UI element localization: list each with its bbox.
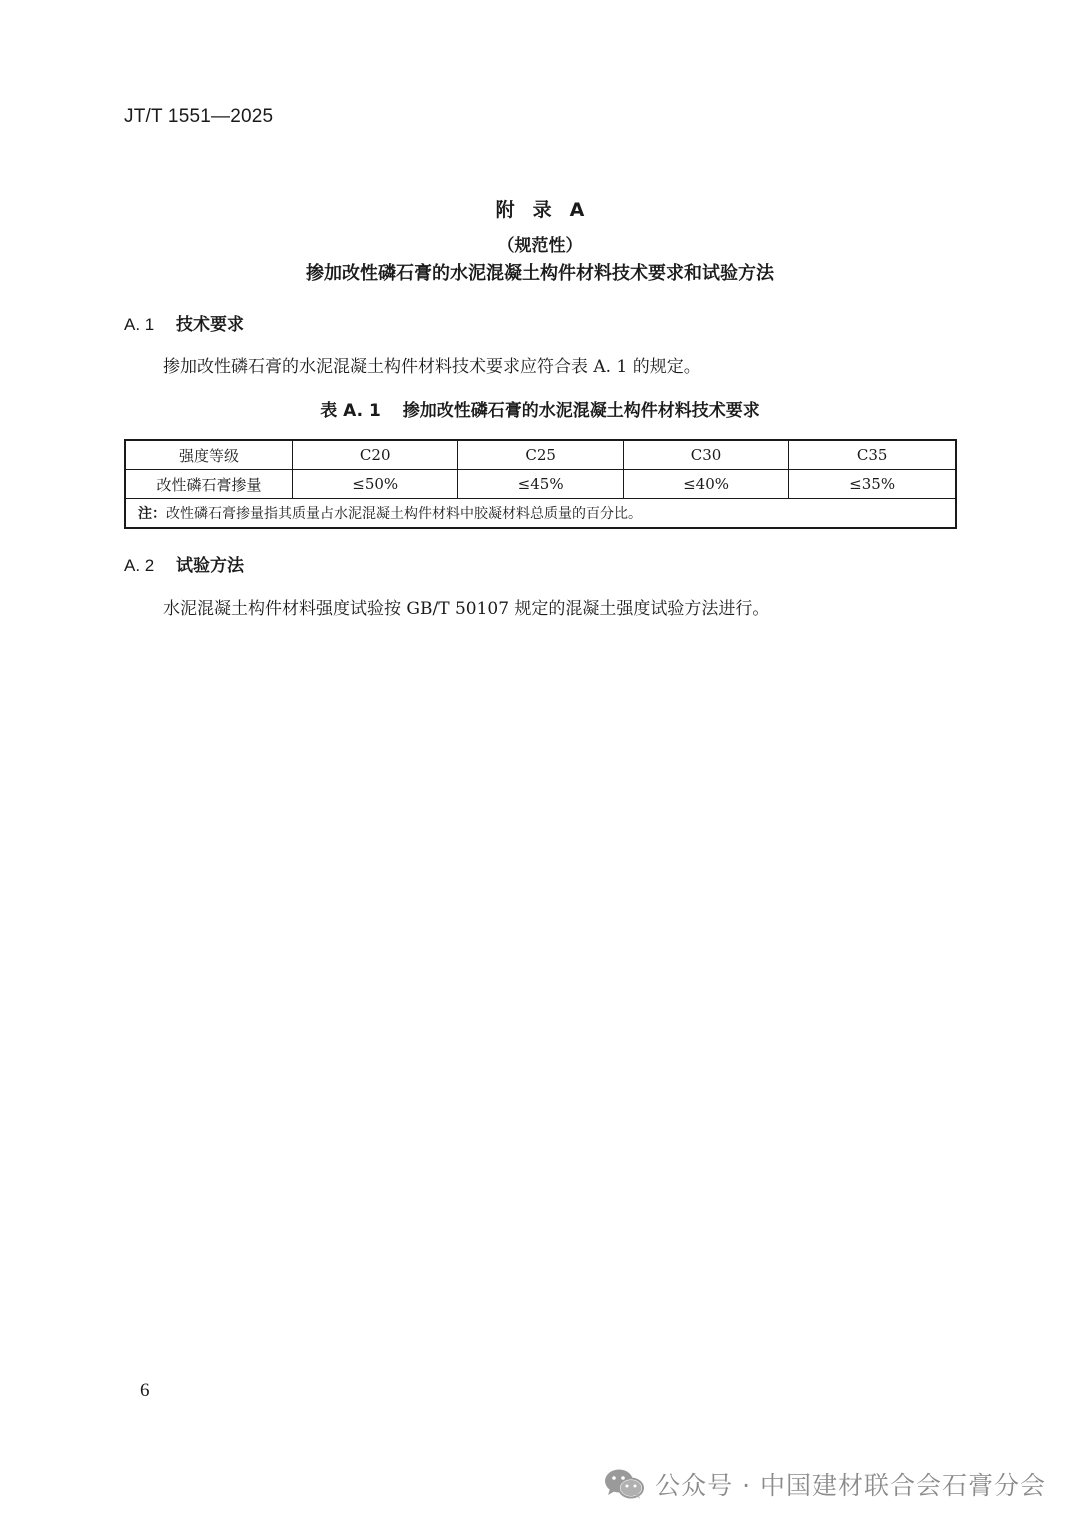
grade-cell: C25: [458, 440, 623, 470]
section-a1-paragraph: 掺加改性磷石膏的水泥混凝土构件材料技术要求应符合表 A. 1 的规定。: [163, 357, 701, 377]
appendix-name: 掺加改性磷石膏的水泥混凝土构件材料技术要求和试验方法: [306, 263, 774, 284]
table-caption-title: 掺加改性磷石膏的水泥混凝土构件材料技术要求: [402, 401, 760, 421]
value-cell: ≤50%: [293, 470, 458, 499]
appendix-title-part: A: [569, 199, 585, 221]
appendix-title-part: 附: [495, 199, 515, 221]
watermark: [603, 1466, 1046, 1502]
table-note: [125, 499, 956, 529]
section-number: A. 1: [124, 315, 155, 334]
appendix-type: （规范性）: [497, 236, 583, 256]
watermark-text: 公众号 · 中国建材联合会石膏分会: [655, 1471, 1046, 1500]
table-row: [125, 499, 956, 529]
document-code: JT/T 1551—2025: [124, 106, 274, 127]
value-cell: ≤45%: [458, 470, 623, 499]
section-a2-heading: [124, 551, 244, 576]
section-a2-paragraph: 水泥混凝土构件材料强度试验按 GB/T 50107 规定的混凝土强度试验方法进行。: [163, 599, 770, 619]
grade-cell: C35: [789, 440, 956, 470]
table-row: [125, 440, 956, 470]
row-label-cell: 改性磷石膏掺量: [125, 470, 293, 499]
section-a1-heading: [124, 310, 244, 335]
page-number: 6: [140, 1380, 150, 1401]
value-cell: ≤35%: [789, 470, 956, 499]
note-text: 改性磷石膏掺量指其质量占水泥混凝土构件材料中胶凝材料总质量的百分比。: [166, 506, 642, 522]
spec-table: [124, 439, 957, 529]
section-title: 试验方法: [176, 556, 244, 576]
header-label-cell: 强度等级: [125, 440, 293, 470]
appendix-title-part: 录: [532, 199, 552, 221]
section-number: A. 2: [124, 556, 155, 575]
table-row: [125, 470, 956, 499]
note-label: 注：: [138, 506, 166, 522]
value-cell: ≤40%: [623, 470, 788, 499]
wechat-icon: [603, 1467, 645, 1501]
table-caption: [0, 396, 1080, 421]
grade-cell: C30: [623, 440, 788, 470]
appendix-title: [0, 195, 1080, 222]
grade-cell: C20: [293, 440, 458, 470]
section-title: 技术要求: [176, 315, 244, 335]
table-caption-label: 表 A. 1: [320, 401, 381, 421]
